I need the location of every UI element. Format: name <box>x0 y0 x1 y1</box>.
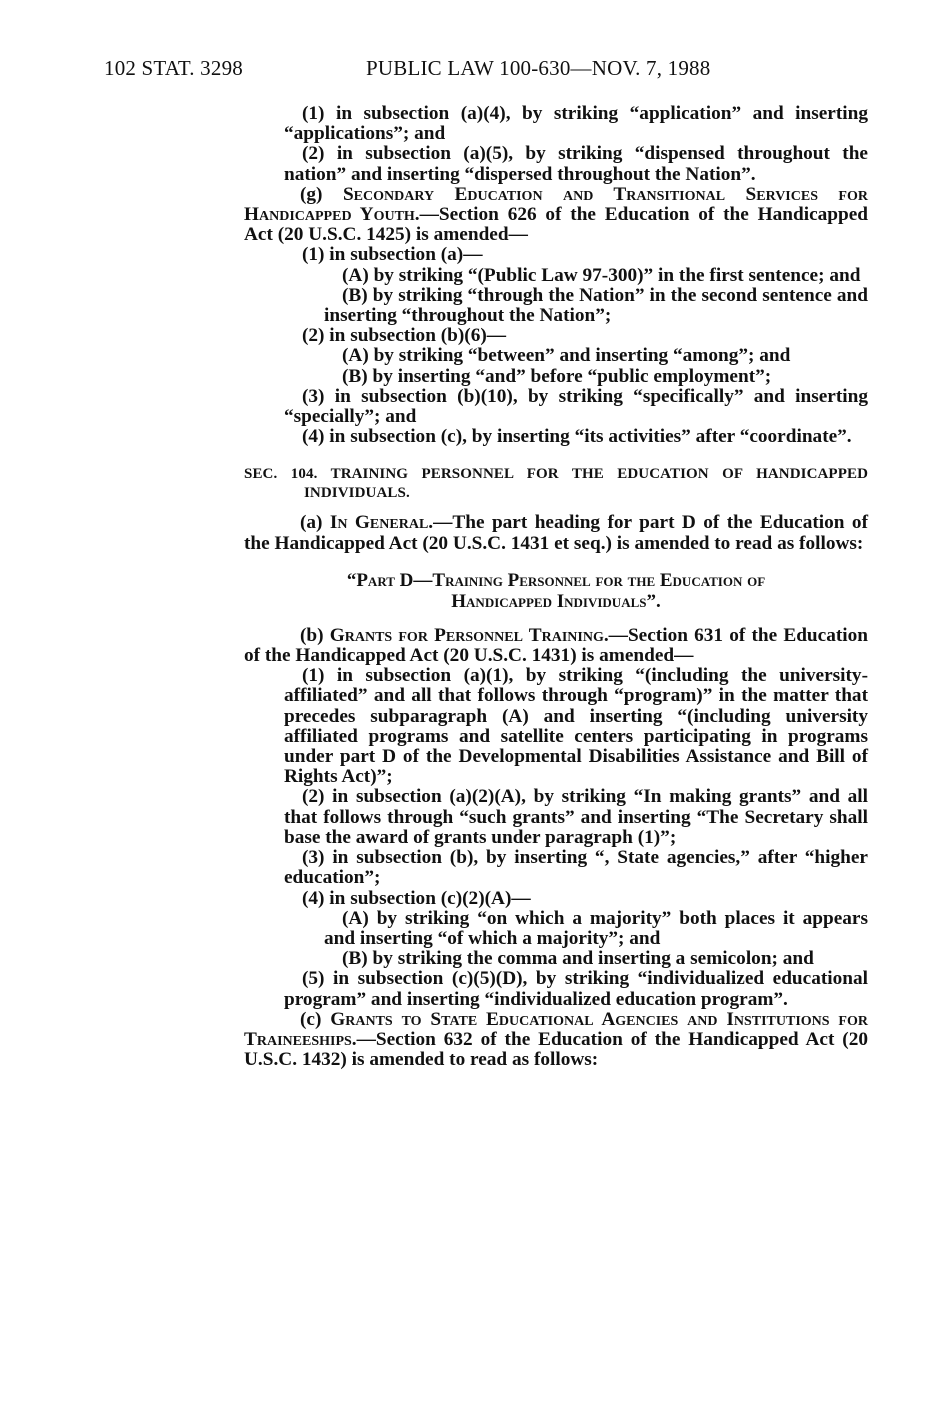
subsection-label: (b) <box>300 624 330 646</box>
paragraph: (B) by striking “through the Nation” in the second sentence and inserting “throughout the Nation”; <box>324 284 868 327</box>
paragraph: (A) by striking “between” and inserting “among”; and <box>342 345 791 367</box>
document-body <box>244 104 868 1070</box>
paragraph: (B) by striking the comma and inserting a semicolon; and <box>342 948 814 970</box>
subsection-g <box>244 185 868 246</box>
subsection-text: —Section 626 of the Education of the Handicapped Act (20 U.S.C. 1425) is amended— <box>244 204 868 246</box>
paragraph: (A) by striking “(Public Law 97-300)” in the first sentence; and <box>342 264 861 286</box>
paragraph: (1) in subsection (a)(4), by striking “application” and inserting “applications”; and <box>284 103 868 145</box>
subsection-b <box>244 626 868 666</box>
paragraph: (B) by inserting “and” before “public employment”; <box>342 365 772 387</box>
paragraph: (A) by striking “on which a majority” both places it appears and inserting “of which a majority”; and <box>324 907 868 949</box>
paragraph: (1) in subsection (a)— <box>302 244 483 266</box>
public-law-citation: PUBLIC LAW 100-630—NOV. 7, 1988 <box>366 56 711 80</box>
paragraph: (2) in subsection (a)(5), by striking “dispensed throughout the nation” and inserting “dispersed throughout the Nation”. <box>284 143 868 185</box>
paragraph: (5) in subsection (c)(5)(D), by striking “individualized educational program” and inserting “individualized education program”. <box>284 968 868 1010</box>
subsection-label: (g) <box>300 183 343 205</box>
subsection-heading: Grants for Personnel Training. <box>329 624 609 646</box>
paragraph: (3) in subsection (b), by inserting “, State agencies,” after “higher education”; <box>284 847 868 889</box>
paragraph: (3) in subsection (b)(10), by striking “specifically” and inserting “specially”; and <box>284 385 868 428</box>
part-heading-line: Handicapped Individuals”. <box>451 590 661 612</box>
subsection-label: (c) <box>300 1008 331 1030</box>
paragraph: (4) in subsection (c), by inserting “its activities” after “coordinate”. <box>302 426 852 448</box>
paragraph: (4) in subsection (c)(2)(A)— <box>302 887 531 909</box>
subsection-heading: Grants to State Educational Agencies and Institutions for Traineeships. <box>244 1008 868 1050</box>
subsection-a <box>244 513 868 553</box>
section-heading: SEC. 104. TRAINING PERSONNEL FOR THE EDUCATION OF HANDICAPPED INDIVIDUALS. <box>244 466 868 502</box>
subsection-text: —Section 632 of the Education of the Handicapped Act (20 U.S.C. 1432) is amended to read as follows: <box>244 1028 868 1071</box>
statute-citation: 102 STAT. 3298 <box>104 56 243 80</box>
subsection-text: —The part heading for part D of the Education of the Handicapped Act (20 U.S.C. 1431 et seq.) is amended to read as follows: <box>244 512 868 554</box>
paragraph: (2) in subsection (a)(2)(A), by striking “In making grants” and all that follows through “such grants” and inserting “The Secretary shall base the award of grants under paragraph (1)”; <box>284 786 868 848</box>
subsection-label: (a) <box>300 512 330 534</box>
subsection-c <box>244 1010 868 1071</box>
part-heading <box>244 570 868 612</box>
paragraph: (1) in subsection (a)(1), by striking “(including the university-affiliated” and all that follows through “program)” in the matter that precedes subparagraph (A) and inserting “(including university affiliated programs and satellite centers participating in programs under part D of the Developmental Disabilities Assistance and Bill of Rights Act)”; <box>284 665 868 788</box>
subsection-heading: Secondary Education and Transitional Services for Handicapped Youth. <box>244 183 868 226</box>
subsection-heading: In General. <box>329 512 434 534</box>
subsection-text: —Section 631 of the Education of the Handicapped Act (20 U.S.C. 1431) is amended— <box>244 624 868 667</box>
part-heading-line: “Part D—Training Personnel for the Education of <box>346 569 766 591</box>
paragraph: (2) in subsection (b)(6)— <box>302 325 507 347</box>
